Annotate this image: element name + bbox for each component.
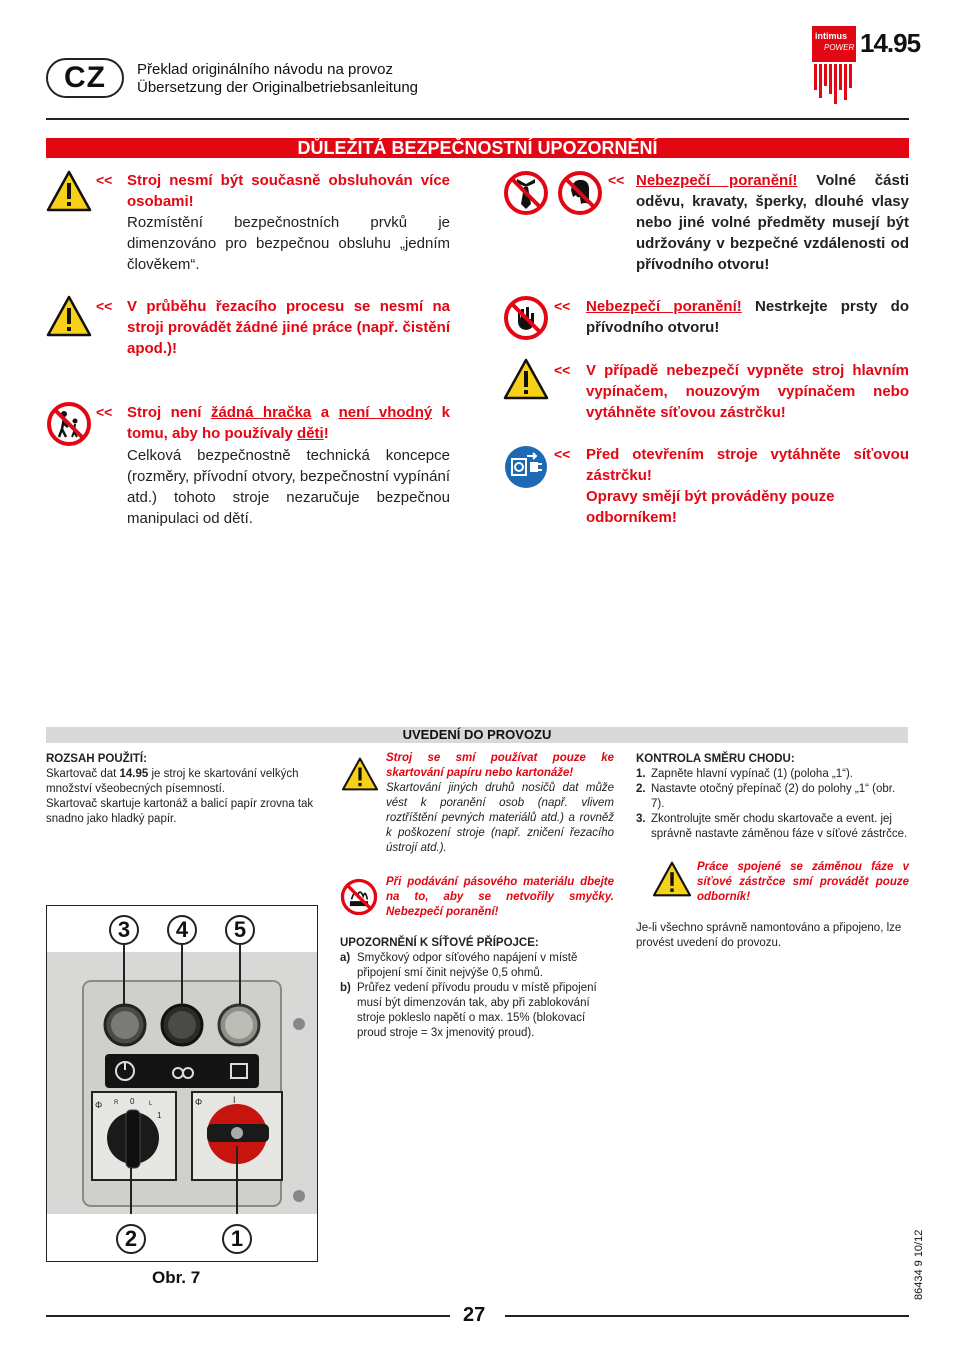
no-loops-icon xyxy=(340,878,378,921)
warning-1-text: Rozmístění bezpečnostních prvků je dimenzováno pro bezpečnou obsluhu „jedním člověkem“. xyxy=(127,214,450,273)
col3-final: Je-li všechno správně namontováno a připojeno, lze provést uvedení do provozu. xyxy=(636,922,902,949)
warning-3-title: Stroj není žádná hračka a není vhodný k tomu, aby ho používaly děti! xyxy=(127,404,451,442)
no-long-hair-icon xyxy=(557,170,603,221)
label-4: 4 xyxy=(167,915,197,945)
switch-mark-0: 0 xyxy=(130,1097,135,1106)
chevron-5: << xyxy=(554,298,571,314)
chevron-1: << xyxy=(96,172,113,188)
figure-control-panel xyxy=(46,905,318,1262)
col2-warning-1 xyxy=(386,751,614,856)
power-heading: UPOZORNĚNÍ K SÍŤOVÉ PŘÍPOJCE: xyxy=(340,937,539,949)
warning-3 xyxy=(127,402,450,529)
col2-warning-1-red: Stroj se smí používat pouze ke skartování papíru nebo kartonáže! xyxy=(386,752,614,779)
direction-step-2: 2. Nastavte otočný přepínač (2) do polohy „1“ (obr. 7). xyxy=(636,783,896,810)
direction-heading: KONTROLA SMĚRU CHODU: xyxy=(636,753,795,765)
footer-rule-left xyxy=(46,1315,450,1317)
warning-triangle-icon xyxy=(503,358,549,405)
brand-name: intimus xyxy=(815,31,848,41)
col2-warning-2: Při podávání pásového materiálu dbejte na to, aby se netvořily smyčky. Nebezpečí poranění! xyxy=(386,876,614,918)
direction-step-3: 3. Zkontrolujte směr chodu skartovače a event. jej správně nastavte záměnou fáze v síťové zástrčce. xyxy=(636,813,908,840)
document-code: 86434 9 10/12 xyxy=(913,1229,925,1300)
no-fingers-icon xyxy=(503,295,549,346)
label-1: 1 xyxy=(222,1224,252,1254)
warning-r4-a: Před otevřením stroje vytáhněte síťovou zástrčku! xyxy=(586,446,909,484)
label-5: 5 xyxy=(225,915,255,945)
usage-heading: ROZSAH POUŽITÍ: xyxy=(46,753,147,765)
switch-mark-i: I xyxy=(233,1095,236,1105)
warning-r4-b: Opravy smějí být prováděny pouze odborníkem! xyxy=(586,488,835,526)
warning-triangle-icon xyxy=(651,861,693,902)
footer-rule-right xyxy=(505,1315,909,1317)
warning-1 xyxy=(127,170,450,275)
header-line-1: Překlad originálního návodu na provoz xyxy=(137,61,394,78)
warning-1-title: Stroj nesmí být současně obsluhován více osobami! xyxy=(127,172,450,210)
switch-mark-r: R xyxy=(114,1100,119,1106)
chevron-3: << xyxy=(96,404,113,420)
unplug-icon xyxy=(503,444,549,495)
warning-r1: Nebezpečí poranění! Volné části oděvu, kravaty, šperky, dlouhé vlasy nebo jiné volné předměty musejí být udržovány v bezpečné vzdálenosti od přívodního otvoru! xyxy=(636,172,909,273)
chevron-6: << xyxy=(554,362,571,378)
chevron-2: << xyxy=(96,298,113,314)
direction-step-1: 1. Zapněte hlavní vypínač (1) (poloha „1“). xyxy=(636,768,853,780)
language-badge: CZ xyxy=(46,58,124,98)
label-3: 3 xyxy=(109,915,139,945)
col3-warning: Práce spojené se záměnou fáze v síťové zástrčce smí provádět pouze odborník! xyxy=(697,861,909,903)
safety-banner: DŮLEŽITÁ BEZPEČNOSTNÍ UPOZORNĚNÍ xyxy=(46,138,909,158)
chevron-7: << xyxy=(554,446,571,462)
warning-3-text: Celková bezpečnostně technická koncepce (rozměry, přívodní otvory, bezpečnostní vypínání atd.) tohoto stroje nezaručuje bezpečnou manipulaci od dětí. xyxy=(127,447,450,527)
switch-mark-phi-right: Φ xyxy=(195,1097,203,1107)
figure-caption: Obr. 7 xyxy=(152,1268,201,1287)
usage-p1: Skartovač dat 14.95 je stroj ke skartování velkých množství všeobecných písemností. xyxy=(46,768,299,795)
warning-r2: Nebezpečí poranění! Nestrkejte prsty do přívodního otvoru! xyxy=(586,298,909,336)
switch-mark-phi-left: Φ xyxy=(95,1100,103,1110)
page-number: 27 xyxy=(463,1304,486,1326)
brand-sub: POWER xyxy=(824,43,855,52)
warning-triangle-icon xyxy=(46,170,92,217)
header-rule xyxy=(46,118,909,120)
power-item-a: a) Smyčkový odpor síťového napájení v místě připojení smí činit nejvýše 0,5 ohmů. xyxy=(340,952,578,979)
col2-warning-1-text: Skartování jiných druhů nosičů dat může vést k poranění osob (např. vlivem roztříštění pevných materiálů atd.) a rovněž k poškození stroje (např. zničení řezacího ústrojí atd.). xyxy=(386,782,614,854)
column-power xyxy=(340,936,614,1041)
no-children-icon xyxy=(46,401,92,452)
warning-2: V průběhu řezacího procesu se nesmí na stroji provádět žádné jiné práce (např. čistění apod.)! xyxy=(127,298,450,357)
chevron-4: << xyxy=(608,172,625,188)
section-title: UVEDENÍ DO PROVOZU xyxy=(46,727,908,743)
switch-mark-l: L xyxy=(149,1101,153,1107)
column-usage xyxy=(46,752,321,827)
label-2: 2 xyxy=(116,1224,146,1254)
no-tie-icon xyxy=(503,170,549,221)
header-line-2: Übersetzung der Originalbetriebsanleitung xyxy=(137,79,419,96)
usage-p2: Skartovač skartuje kartonáž a balicí papír zrovna tak snadno jako hladký papír. xyxy=(46,798,314,825)
warning-triangle-icon xyxy=(46,295,92,342)
model-number: 14.95 xyxy=(860,28,921,58)
power-item-b: b) Průřez vedení přívodu proudu v místě připojení musí být dimenzován tak, aby při zablokování stroje pokleslo napětí o max. 15% (blokovací proud stroje = 3x jmenovitý proud). xyxy=(340,982,597,1039)
switch-mark-1: 1 xyxy=(157,1111,162,1120)
warning-triangle-icon xyxy=(340,757,380,796)
warning-r3: V případě nebezpečí vypněte stroj hlavním vypínačem, nouzovým vypínačem nebo vytáhněte síťovou zástrčku! xyxy=(586,362,909,421)
warning-r4 xyxy=(586,444,909,528)
column-direction xyxy=(636,752,909,842)
